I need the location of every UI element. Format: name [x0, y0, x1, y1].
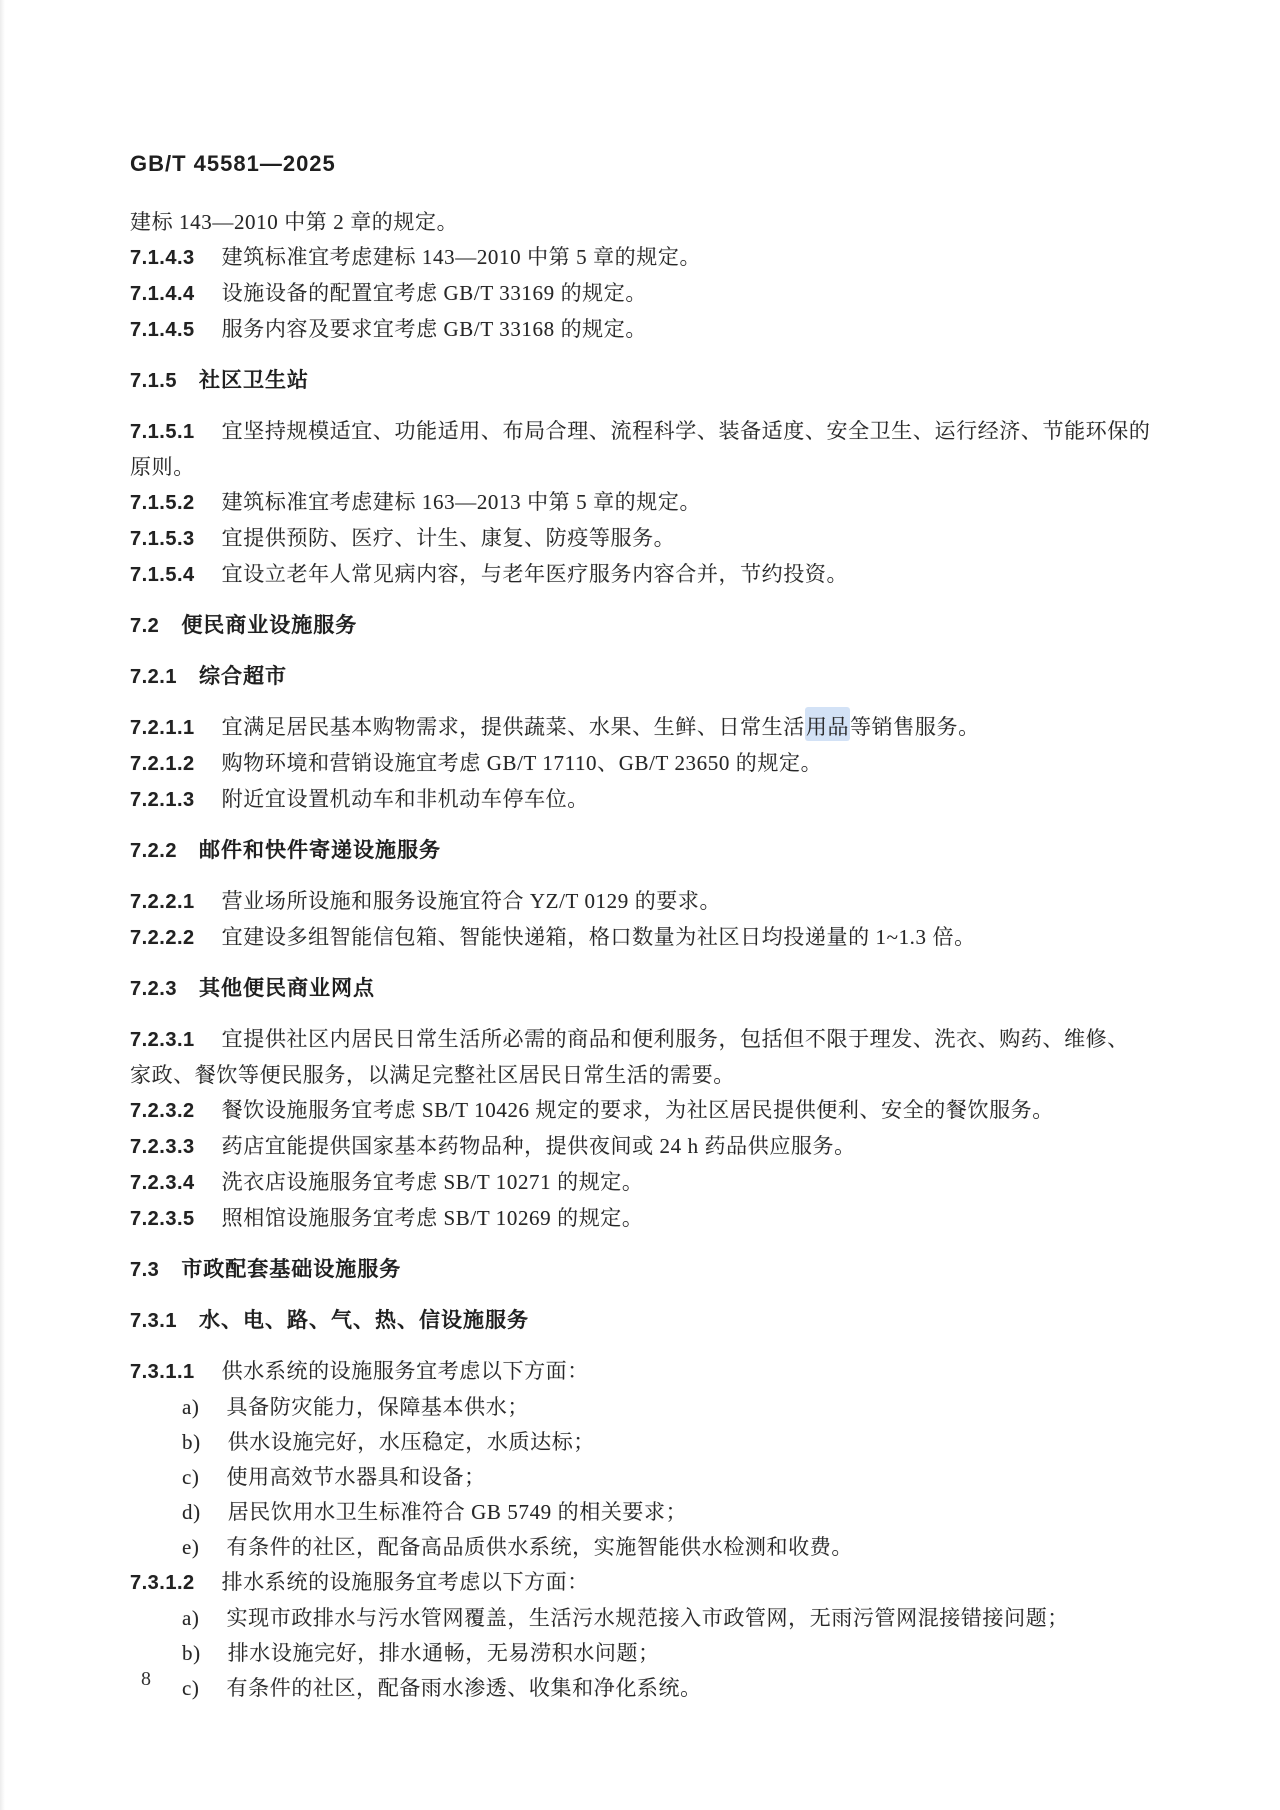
clause-text: 餐饮设施服务宜考虑 SB/T 10426 规定的要求，为社区居民提供便利、安全的餐饮服务。	[221, 1098, 1054, 1122]
clause-text-pre: 宜满足居民基本购物需求，提供蔬菜、水果、生鲜、日常生活	[221, 715, 805, 739]
clause-line	[130, 782, 1152, 818]
clause-line	[130, 240, 1152, 276]
heading-title: 综合超市	[198, 665, 287, 688]
list-marker: b)	[182, 1641, 201, 1665]
list-item	[130, 1530, 1152, 1565]
clause-number: 7.1.5.4	[130, 564, 195, 586]
clause-number: 7.3.1.1	[130, 1361, 195, 1383]
clause-text: 服务内容及要求宜考虑 GB/T 33168 的规定。	[221, 317, 647, 341]
heading-title: 邮件和快件寄递设施服务	[198, 839, 441, 862]
clause-number: 7.2.3.5	[130, 1208, 195, 1230]
clause-number: 7.2.3.1	[130, 1029, 195, 1051]
heading-number: 7.2.2	[130, 840, 177, 862]
clause-text: 排水系统的设施服务宜考虑以下方面：	[221, 1570, 589, 1594]
clause-line	[130, 746, 1152, 782]
continuation-line: 建标 143—2010 中第 2 章的规定。	[130, 210, 459, 234]
clause-text: 宜建设多组智能信包箱、智能快递箱，格口数量为社区日均投递量的 1~1.3 倍。	[221, 925, 976, 949]
list-item	[130, 1390, 1152, 1425]
clause-text: 附近宜设置机动车和非机动车停车位。	[221, 787, 589, 811]
list-text: 有条件的社区，配备雨水渗透、收集和净化系统。	[226, 1676, 702, 1700]
clause-text: 供水系统的设施服务宜考虑以下方面：	[221, 1359, 589, 1383]
list-item	[130, 1601, 1152, 1636]
continuation-line: 家政、餐饮等便民服务，以满足完整社区居民日常生活的需要。	[130, 1063, 735, 1087]
clause-line	[130, 920, 1152, 956]
clause-line	[130, 1201, 1152, 1237]
list-marker: a)	[182, 1606, 200, 1630]
section-heading	[130, 363, 1152, 399]
clause-number: 7.2.1.1	[130, 717, 195, 739]
list-item	[130, 1636, 1152, 1671]
clause-number: 7.2.3.2	[130, 1100, 195, 1122]
clause-text: 药店宜能提供国家基本药物品种，提供夜间或 24 h 药品供应服务。	[221, 1134, 856, 1158]
heading-number: 7.3	[130, 1259, 160, 1281]
list-item	[130, 1425, 1152, 1460]
clause-number: 7.2.1.2	[130, 753, 195, 775]
clause-number: 7.2.2.2	[130, 927, 195, 949]
page-number: 8	[141, 1668, 151, 1690]
clause-line	[130, 1165, 1152, 1201]
clause-number: 7.1.4.3	[130, 247, 195, 269]
section-heading	[130, 971, 1152, 1007]
clause-number: 7.2.1.3	[130, 789, 195, 811]
heading-number: 7.3.1	[130, 1310, 177, 1332]
heading-title: 市政配套基础设施服务	[181, 1258, 402, 1281]
section-heading	[130, 1252, 1152, 1288]
list-text: 具备防灾能力，保障基本供水；	[226, 1395, 529, 1419]
clause-text: 宜提供预防、医疗、计生、康复、防疫等服务。	[221, 526, 676, 550]
clause-text: 建筑标准宜考虑建标 143—2010 中第 5 章的规定。	[221, 245, 702, 269]
clause-text: 购物环境和营销设施宜考虑 GB/T 17110、GB/T 23650 的规定。	[221, 751, 823, 775]
section-heading	[130, 659, 1152, 695]
list-marker: e)	[182, 1535, 200, 1559]
clause-number: 7.1.5.2	[130, 492, 195, 514]
clause-line	[130, 1565, 1152, 1601]
list-text: 排水设施完好，排水通畅，无易涝积水问题；	[227, 1641, 660, 1665]
clause-line	[130, 710, 1152, 746]
heading-number: 7.2.1	[130, 666, 177, 688]
heading-number: 7.2	[130, 615, 160, 637]
clause-line	[130, 1022, 1152, 1058]
list-text: 居民饮用水卫生标准符合 GB 5749 的相关要求；	[227, 1500, 688, 1524]
clause-number: 7.1.5.3	[130, 528, 195, 550]
clause-line	[130, 1129, 1152, 1165]
clause-text	[222, 707, 980, 741]
clause-line	[130, 1093, 1152, 1129]
clause-text: 宜坚持规模适宜、功能适用、布局合理、流程科学、装备适度、安全卫生、运行经济、节能环保的	[221, 419, 1151, 443]
list-marker: a)	[182, 1395, 200, 1419]
clause-text: 宜提供社区内居民日常生活所必需的商品和便利服务，包括但不限于理发、洗衣、购药、维修、	[221, 1027, 1129, 1051]
heading-title: 水、电、路、气、热、信设施服务	[198, 1309, 529, 1332]
section-heading	[130, 608, 1152, 644]
list-text: 供水设施完好，水压稳定，水质达标；	[227, 1430, 595, 1454]
list-item	[130, 1671, 1152, 1706]
clause-line	[130, 557, 1152, 593]
clause-line	[130, 485, 1152, 521]
continuation-line: 原则。	[130, 455, 195, 479]
list-text: 有条件的社区，配备高品质供水系统，实施智能供水检测和收费。	[226, 1535, 853, 1559]
section-heading	[130, 1303, 1152, 1339]
list-marker: d)	[182, 1500, 201, 1524]
clause-number: 7.1.4.5	[130, 319, 195, 341]
heading-title: 社区卫生站	[198, 369, 309, 392]
heading-title: 便民商业设施服务	[181, 614, 358, 637]
clause-line	[130, 312, 1152, 348]
clause-line	[130, 276, 1152, 312]
list-marker: c)	[182, 1676, 200, 1700]
clause-line	[130, 1354, 1152, 1390]
clause-number: 7.2.3.4	[130, 1172, 195, 1194]
list-item	[130, 1495, 1152, 1530]
clause-text: 设施设备的配置宜考虑 GB/T 33169 的规定。	[221, 281, 647, 305]
heading-title: 其他便民商业网点	[198, 977, 375, 1000]
clause-number: 7.1.4.4	[130, 283, 195, 305]
clause-number: 7.2.3.3	[130, 1136, 195, 1158]
clause-text: 照相馆设施服务宜考虑 SB/T 10269 的规定。	[221, 1206, 644, 1230]
list-item	[130, 1460, 1152, 1495]
list-text: 实现市政排水与污水管网覆盖，生活污水规范接入市政管网，无雨污管网混接错接问题；	[226, 1606, 1069, 1630]
clause-number: 7.1.5.1	[130, 421, 195, 443]
section-heading	[130, 833, 1152, 869]
list-text: 使用高效节水器具和设备；	[226, 1465, 486, 1489]
clause-text-post: 等销售服务。	[850, 715, 980, 739]
list-marker: b)	[182, 1430, 201, 1454]
highlight: 用品	[805, 707, 850, 741]
clause-line	[130, 521, 1152, 557]
clause-text: 宜设立老年人常见病内容，与老年医疗服务内容合并，节约投资。	[221, 562, 849, 586]
doc-code-header: GB/T 45581—2025	[130, 151, 336, 176]
list-marker: c)	[182, 1465, 200, 1489]
clause-text: 洗衣店设施服务宜考虑 SB/T 10271 的规定。	[221, 1170, 644, 1194]
clause-line	[130, 884, 1152, 920]
clause-text: 建筑标准宜考虑建标 163—2013 中第 5 章的规定。	[221, 490, 702, 514]
heading-number: 7.2.3	[130, 978, 177, 1000]
clause-text: 营业场所设施和服务设施宜符合 YZ/T 0129 的要求。	[221, 889, 722, 913]
clause-line	[130, 414, 1152, 450]
clause-number: 7.2.2.1	[130, 891, 195, 913]
heading-number: 7.1.5	[130, 370, 177, 392]
clause-number: 7.3.1.2	[130, 1572, 195, 1594]
